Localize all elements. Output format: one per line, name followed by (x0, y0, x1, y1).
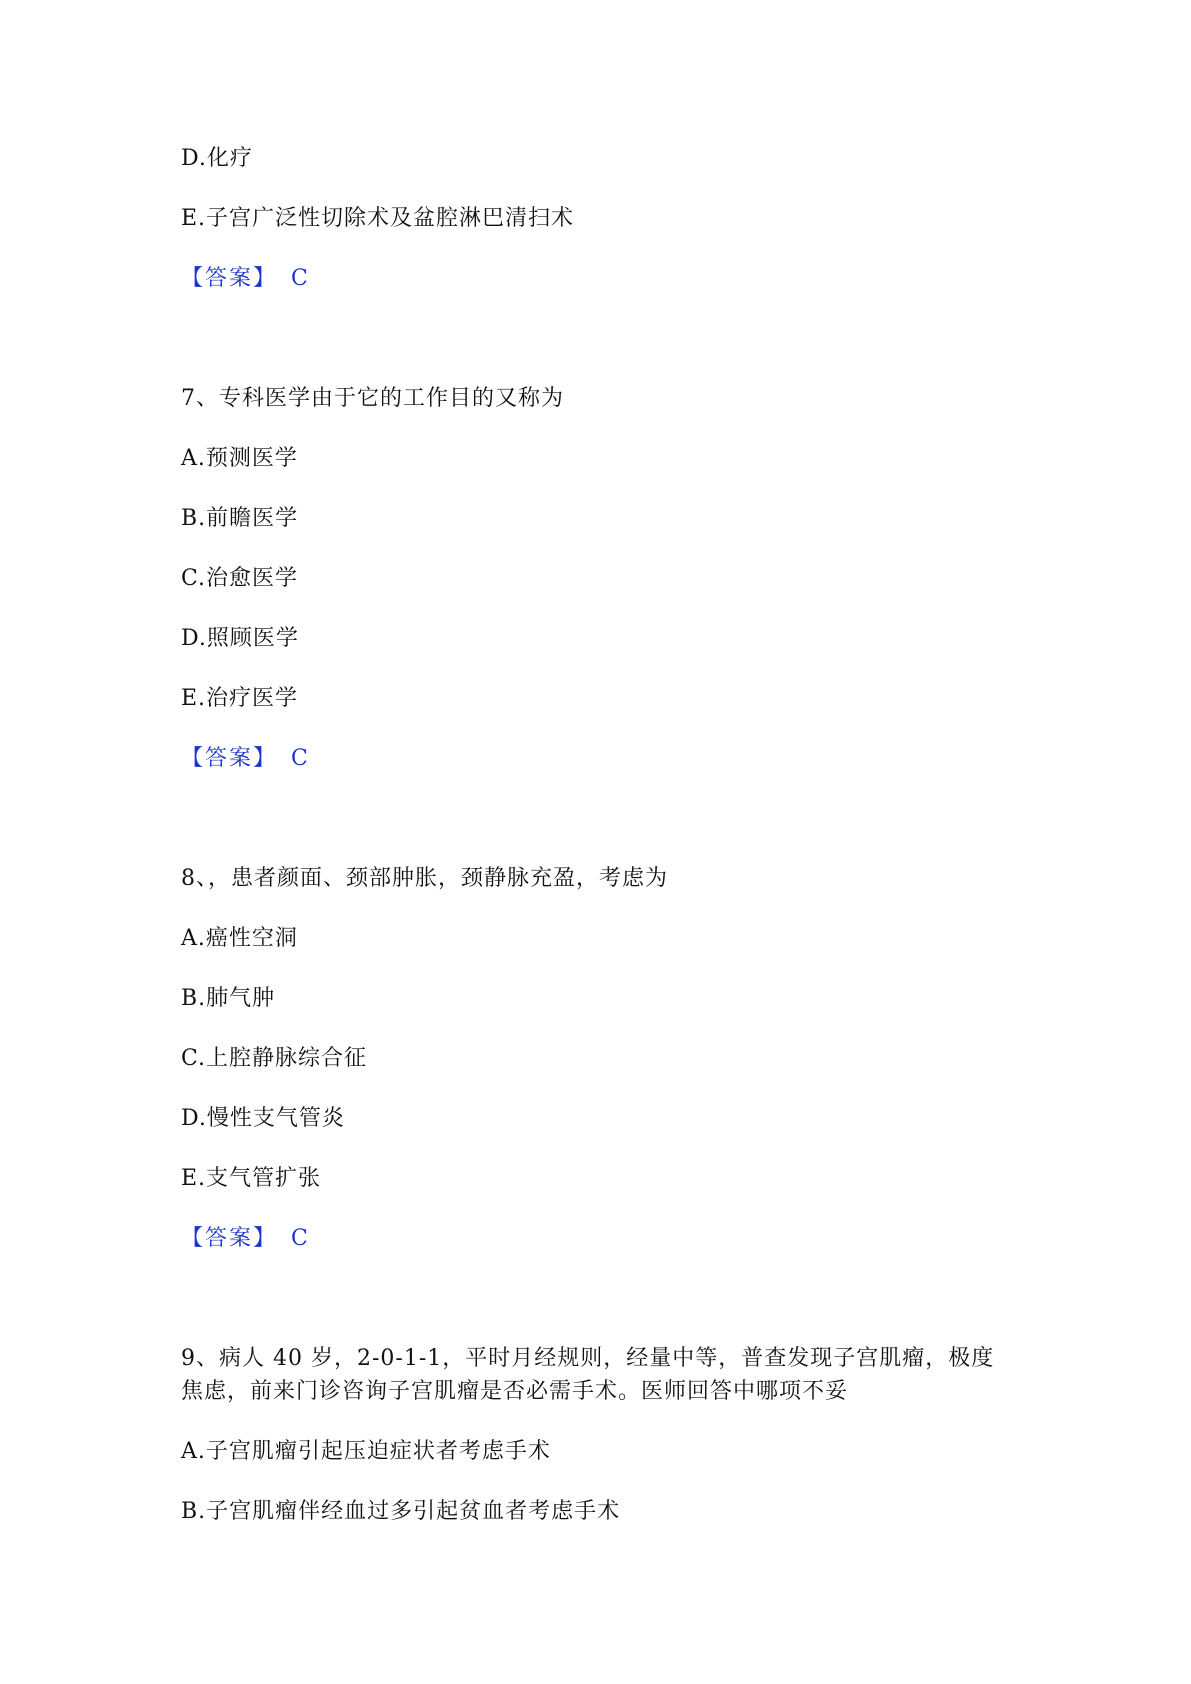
q7-option-e: E.治疗医学 (181, 686, 299, 711)
q7-answer-value: C (291, 746, 309, 771)
q8-answer-value: C (291, 1226, 309, 1251)
q8-option-d: D.慢性支气管炎 (181, 1106, 345, 1131)
q7-option-b: B.前瞻医学 (181, 506, 299, 531)
answer-line (181, 264, 309, 294)
question-9-stem-line-2: 焦虑，前来门诊咨询子宫肌瘤是否必需手术。医师回答中哪项不妥 (181, 1379, 849, 1404)
option-e: E.子宫广泛性切除术及盆腔淋巴清扫术 (181, 206, 575, 231)
q8-option-e: E.支气管扩张 (181, 1166, 322, 1191)
q8-option-c: C.上腔静脉综合征 (181, 1046, 368, 1071)
q7-option-a: A.预测医学 (181, 446, 298, 471)
q7-option-c: C.治愈医学 (181, 566, 299, 591)
q8-answer-label: 【答案】 (181, 1226, 278, 1251)
question-7-stem: 7、专科医学由于它的工作目的又称为 (181, 386, 564, 411)
question-9-stem-line-1: 9、病人 40 岁，2-0-1-1，平时月经规则，经量中等，普查发现子宫肌瘤，极度 (181, 1346, 995, 1371)
answer-label: 【答案】 (181, 266, 278, 291)
q8-answer-line (181, 1224, 309, 1254)
q7-answer-label: 【答案】 (181, 746, 278, 771)
q8-option-a: A.癌性空洞 (181, 926, 298, 951)
q9-option-a: A.子宫肌瘤引起压迫症状者考虑手术 (181, 1439, 551, 1464)
q8-option-b: B.肺气肿 (181, 986, 276, 1011)
option-d: D.化疗 (181, 146, 253, 171)
question-8-stem: 8、，患者颜面、颈部肿胀，颈静脉充盈，考虑为 (181, 866, 668, 891)
answer-value: C (291, 266, 309, 291)
q7-option-d: D.照顾医学 (181, 626, 299, 651)
q9-option-b: B.子宫肌瘤伴经血过多引起贫血者考虑手术 (181, 1499, 621, 1524)
q7-answer-line (181, 744, 309, 774)
